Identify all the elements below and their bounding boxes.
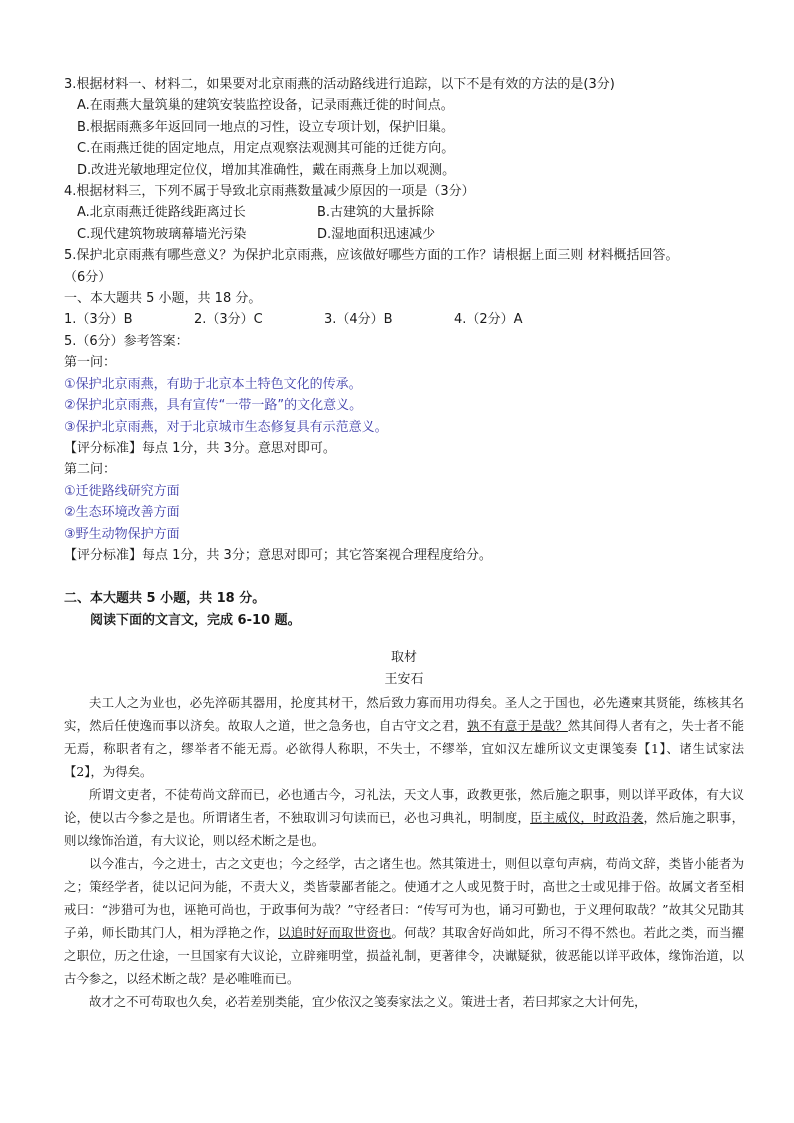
q4-stem: 4.根据材料三，下列不属于导致北京雨燕数量减少原因的一项是（3分） (64, 184, 475, 200)
q3-stem: 3.根据材料一、材料二，如果要对北京雨燕的活动路线进行追踪，以下不是有效的方法的是(3分) (64, 77, 615, 92)
scoring-standard-1 (64, 438, 744, 459)
q5-answer-head: 5.（6分）参考答案： (64, 333, 189, 349)
essay-author: 王安石 (384, 672, 424, 688)
q4-option-c: C.现代建筑物玻璃幕墙光污染 (77, 226, 247, 242)
q4-options-row1 (64, 202, 744, 223)
answer-4: 4.（2分）A (454, 312, 523, 328)
part1-title: 第一问： (64, 355, 117, 371)
part2-point-1: ①迁徙路线研究方面 (64, 483, 180, 499)
essay-title: 取材 (390, 650, 417, 666)
q3-option-d: D.改进光敏地理定位仪，增加其准确性，戴在雨燕身上加以观测。 (77, 162, 456, 178)
essay-paragraph-3: 以今准古，今之进士，古之文吏也；今之经学，古之诸生也。然其策进士，则但以章句声病，苟尚文辞，类皆小能者为之；策经学者，徒以记问为能，不责大义，类皆蒙鄙者能之。使通才之人或见赘于时，高世之士或见排于俗。故属文者至相戒曰：“涉猎可为也，诬艳可尚也，于政事何为哉？”守经者曰：“传写可为也，诵习可勤也，于义理何取哉？”故其父兄勖其子弟，师长勖其门人，相为浮艳之作，以追时好而取世资也。何哉？其取舍好尚如此，所习不得不然也。若此之类，而当擢之职位，历之仕途，一旦国家有大议论，立辟雍明堂，损益礼制，更著律令，决谳疑狱，彼恶能以详平政体，缘饰治道，以古今参之，以经术断之哉？是必唯唯而已。 (64, 856, 745, 987)
q3-option-c: C.在雨燕迁徙的固定地点，用定点观察法观测其可能的迁徙方向。 (77, 141, 455, 157)
underlined-phrase: 以追时好而取世资也 (278, 925, 392, 941)
part1-point-3: ③保护北京雨燕，对于北京城市生态修复具有示范意义。 (64, 419, 388, 435)
answer-3: 3.（4分）B (324, 312, 393, 328)
part2-title: 第二问： (64, 462, 117, 478)
answers-section-title: 一、本大题共 5 小题，共 18 分。 (64, 291, 262, 307)
scoring-text: 每点 1分，共 3分；意思对即可；其它答案视合理程度给分。 (142, 547, 492, 563)
scoring-tag: 【评分标准】 (64, 547, 143, 563)
q5-stem: 5.保护北京雨燕有哪些意义？为保护北京雨燕，应该做好哪些方面的工作？请根据上面三则 材料概括回答。 (64, 248, 679, 264)
essay-body (64, 691, 744, 1013)
q4-option-d: D.湿地面积迅速减少 (317, 226, 436, 242)
section2-title: 二、本大题共 5 小题，共 18 分。 (64, 591, 266, 607)
q5-score: （6分） (64, 269, 112, 285)
q4-options-row2 (64, 224, 744, 245)
essay-paragraph-2: 所谓文吏者，不徒苟尚文辞而已，必也通古今，习礼法，天文人事，政教更张，然后施之职事，则以详平政体，有大议论，使以古今参之是也。所谓诸生者，不独取训习句读而已，必也习典礼，明制度，臣主威仪，时政沿袭，然后施之职事，则以缘饰治道，有大议论，则以经术断之是也。 (64, 787, 745, 849)
answers-row (64, 309, 744, 330)
essay-paragraph-4: 故才之不可苟取也久矣，必若差别类能，宜少依汉之笺奏家法之义。策进士者，若曰邦家之大计何先， (89, 994, 647, 1010)
scoring-text: 每点 1分，共 3分。意思对即可。 (142, 440, 336, 456)
underlined-phrase: 孰不有意于是哉？ (467, 718, 568, 734)
spacer (64, 566, 744, 588)
q4-option-b: B.古建筑的大量拆除 (317, 205, 435, 221)
part1-point-2: ②保护北京雨燕，具有宣传“一带一路”的文化意义。 (64, 398, 363, 414)
q4-option-a: A.北京雨燕迁徙路线距离过长 (77, 205, 246, 221)
underlined-phrase: 臣主威仪，时政沿袭 (530, 810, 644, 826)
q3-option-a: A.在雨燕大量筑巢的建筑安装监控设备，记录雨燕迁徙的时间点。 (77, 98, 454, 114)
answer-2: 2.（3分）C (194, 312, 263, 328)
q3-option-b: B.根据雨燕多年返回同一地点的习性，设立专项计划，保护旧巢。 (77, 119, 455, 135)
scoring-tag: 【评分标准】 (64, 440, 143, 456)
essay-paragraph-1: 夫工人之为业也，必先淬砺其器用，抡度其材干，然后致力寡而用功得矣。圣人之于国也，必先遴柬其贤能，练核其名实，然后任使逸而事以济矣。故取人之道，世之急务也，自古守文之君，孰不有意于是哉？然其间得人者有之，失士者不能无焉，称职者有之，缪举者不能无焉。必欲得人称职，不失士，不缪举，宜如汉左雄所议文吏课笺奏【1】、诸生试家法【2】，为得矣。 (64, 695, 745, 780)
part2-point-2: ②生态环境改善方面 (64, 505, 180, 521)
scoring-standard-2 (64, 545, 744, 566)
answer-1: 1.（3分）B (64, 312, 133, 328)
part1-point-1: ①保护北京雨燕，有助于北京本土特色文化的传承。 (64, 376, 362, 392)
spacer (64, 631, 744, 647)
section2-instruction: 阅读下面的文言文，完成 6-10 题。 (90, 612, 301, 628)
document-page (64, 74, 744, 1013)
part2-point-3: ③野生动物保护方面 (64, 526, 180, 542)
